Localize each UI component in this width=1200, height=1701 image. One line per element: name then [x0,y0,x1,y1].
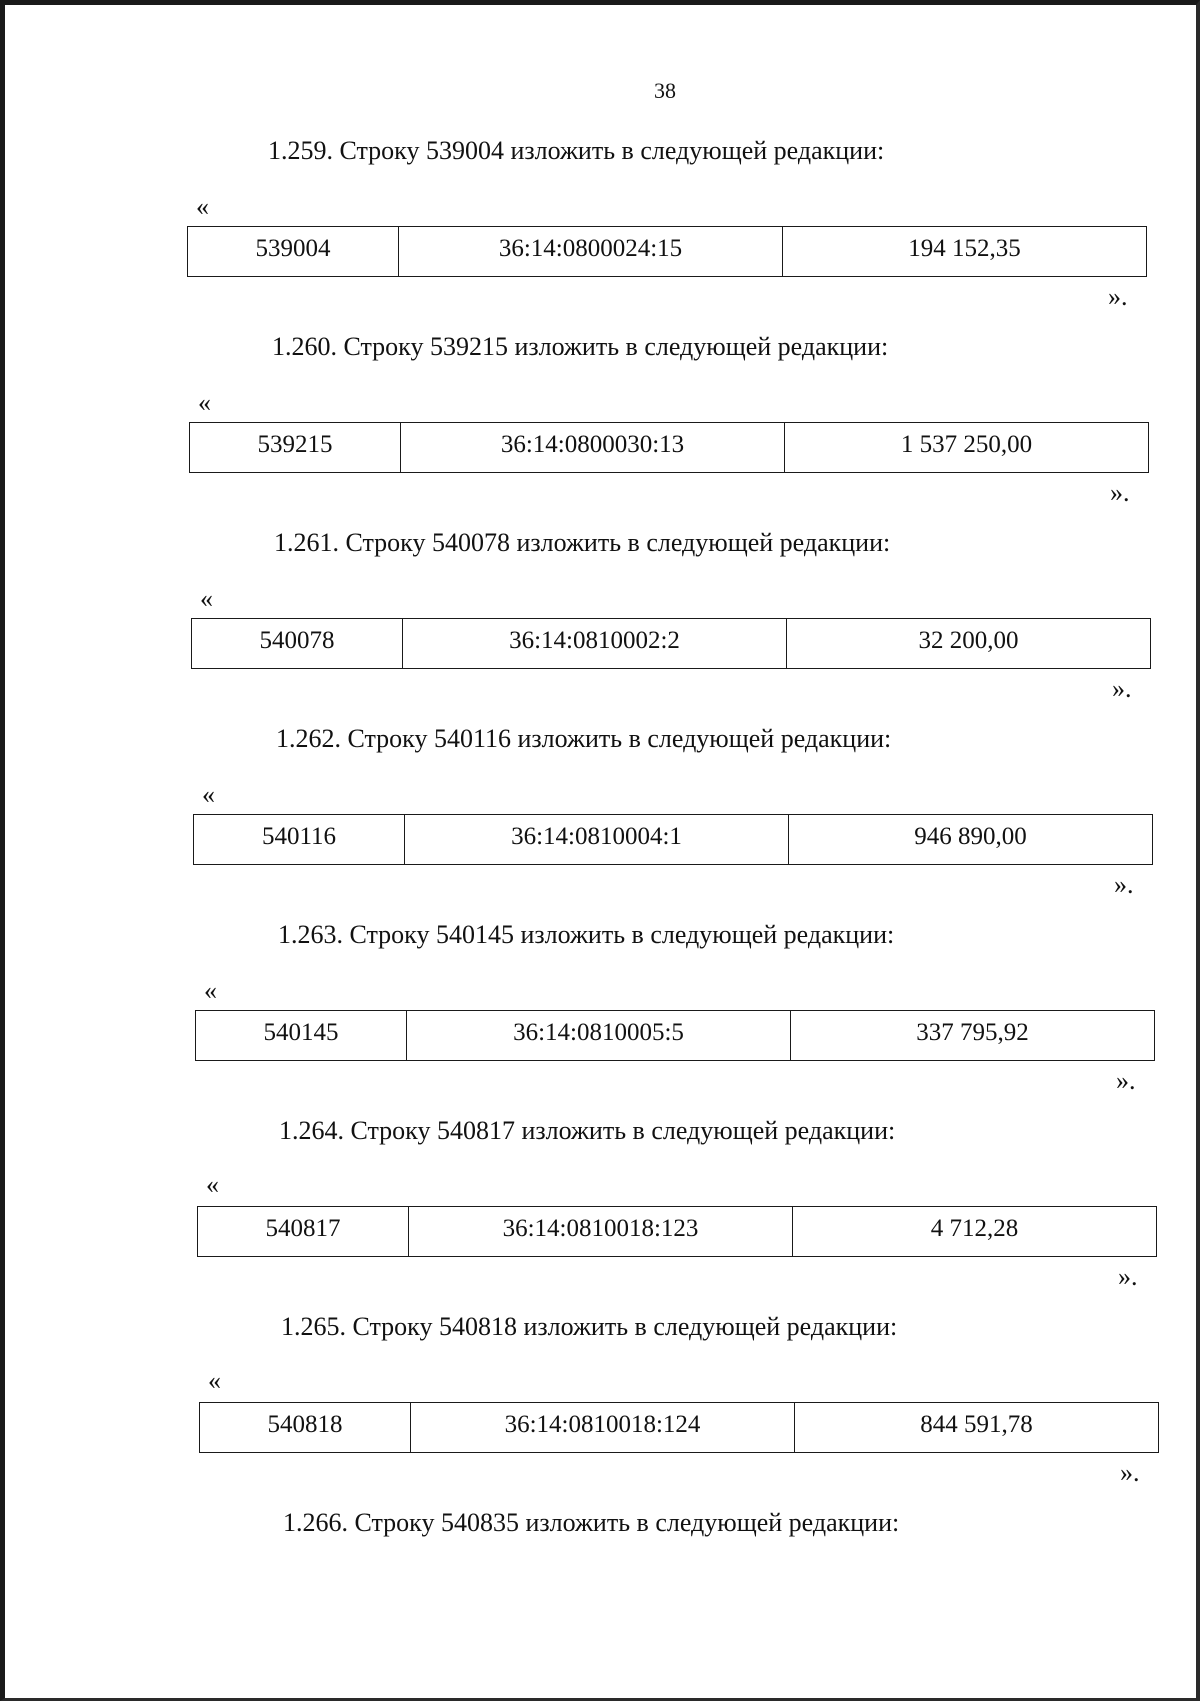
amendment-heading: 1.262. Строку 540116 изложить в следующей редакции: [276,724,892,753]
row-code-cell: 540078 [192,619,403,669]
opening-quote: « [198,388,211,417]
closing-quote: ». [1112,674,1132,703]
value-cell: 32 200,00 [787,619,1151,669]
closing-quote: ». [1120,1458,1140,1487]
closing-quote: ». [1118,1262,1138,1291]
closing-quote: ». [1114,870,1134,899]
amendment-heading: 1.260. Строку 539215 изложить в следующей редакции: [272,332,889,361]
opening-quote: « [196,192,209,221]
row-code-cell: 540818 [200,1403,411,1453]
table-row [188,227,1147,277]
value-cell: 337 795,92 [791,1011,1155,1061]
row-code-cell: 540817 [198,1207,409,1257]
value-cell: 194 152,35 [783,227,1147,277]
value-cell: 946 890,00 [789,815,1153,865]
cadastral-number-cell: 36:14:0810002:2 [403,619,787,669]
value-cell: 4 712,28 [793,1207,1157,1257]
table-row [200,1403,1159,1453]
row-code-cell: 539215 [190,423,401,473]
table-row [196,1011,1155,1061]
cadastral-number-cell: 36:14:0810004:1 [405,815,789,865]
replacement-row-table [197,1206,1157,1257]
replacement-row-table [199,1402,1159,1453]
value-cell: 1 537 250,00 [785,423,1149,473]
amendment-heading: 1.266. Строку 540835 изложить в следующей редакции: [283,1508,900,1537]
row-code-cell: 539004 [188,227,399,277]
cadastral-number-cell: 36:14:0800024:15 [399,227,783,277]
amendment-heading: 1.264. Строку 540817 изложить в следующей редакции: [279,1116,896,1145]
opening-quote: « [208,1366,221,1395]
table-row [198,1207,1157,1257]
table-row [194,815,1153,865]
row-code-cell: 540116 [194,815,405,865]
page-number: 38 [654,78,676,103]
opening-quote: « [206,1170,219,1199]
table-row [190,423,1149,473]
amendment-heading: 1.263. Строку 540145 изложить в следующей редакции: [278,920,895,949]
replacement-row-table [187,226,1147,277]
replacement-row-table [195,1010,1155,1061]
row-code-cell: 540145 [196,1011,407,1061]
amendment-heading: 1.265. Строку 540818 изложить в следующей редакции: [281,1312,898,1341]
replacement-row-table [193,814,1153,865]
table-row [192,619,1151,669]
replacement-row-table [189,422,1149,473]
replacement-row-table [191,618,1151,669]
amendment-heading: 1.261. Строку 540078 изложить в следующей редакции: [274,528,891,557]
cadastral-number-cell: 36:14:0810018:124 [411,1403,795,1453]
closing-quote: ». [1110,478,1130,507]
opening-quote: « [204,976,217,1005]
cadastral-number-cell: 36:14:0810005:5 [407,1011,791,1061]
opening-quote: « [200,584,213,613]
opening-quote: « [202,780,215,809]
closing-quote: ». [1108,282,1128,311]
value-cell: 844 591,78 [795,1403,1159,1453]
cadastral-number-cell: 36:14:0810018:123 [409,1207,793,1257]
cadastral-number-cell: 36:14:0800030:13 [401,423,785,473]
closing-quote: ». [1116,1066,1136,1095]
amendment-heading: 1.259. Строку 539004 изложить в следующей редакции: [268,136,885,165]
